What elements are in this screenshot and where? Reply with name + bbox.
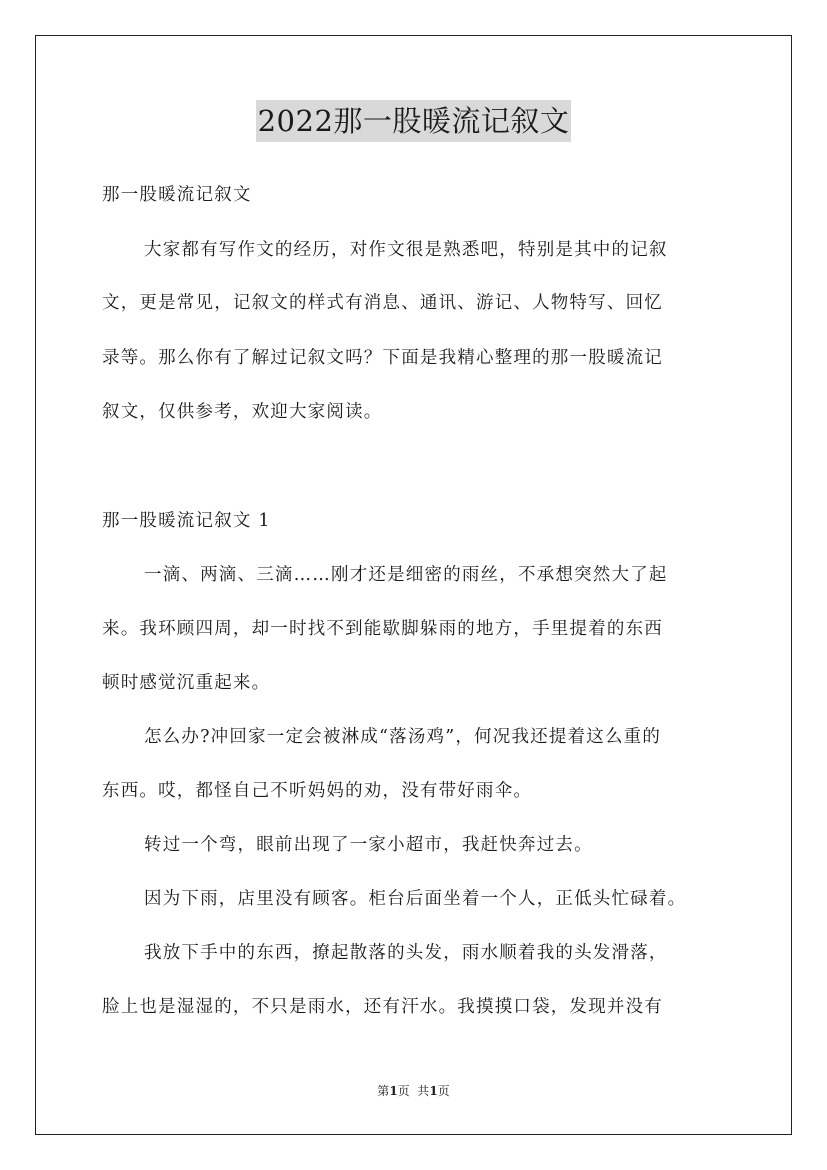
document-title-text: 2022那一股暖流记叙文 — [256, 100, 572, 142]
footer-prefix: 第 — [377, 1084, 390, 1098]
body-line: 一滴、两滴、三滴……刚才还是细密的雨丝，不承想突然大了起 — [144, 565, 668, 585]
document-subtitle: 那一股暖流记叙文 — [102, 185, 252, 205]
intro-line: 录等。那么你有了解过记叙文吗？下面是我精心整理的那一股暖流记 — [102, 348, 663, 368]
body-line: 怎么办?冲回家一定会被淋成“落汤鸡”，何况我还提着这么重的 — [144, 727, 662, 747]
footer-suffix: 页 — [437, 1084, 450, 1098]
document-title — [0, 100, 827, 142]
body-line: 我放下手中的东西，撩起散落的头发，雨水顺着我的头发滑落， — [144, 943, 668, 963]
intro-line: 大家都有写作文的经历，对作文很是熟悉吧，特别是其中的记叙 — [144, 240, 668, 260]
section-heading: 那一股暖流记叙文 1 — [102, 511, 271, 531]
body-line: 因为下雨，店里没有顾客。柜台后面坐着一个人，正低头忙碌着。 — [144, 889, 687, 909]
intro-line: 叙文，仅供参考，欢迎大家阅读。 — [102, 402, 383, 422]
footer-page-current: 1 — [389, 1084, 398, 1098]
body-line: 来。我环顾四周，却一时找不到能歇脚躲雨的地方，手里提着的东西 — [102, 619, 663, 639]
intro-line: 文，更是常见，记叙文的样式有消息、通讯、游记、人物特写、回忆 — [102, 293, 663, 313]
footer-page-total: 1 — [429, 1084, 438, 1098]
body-line: 顿时感觉沉重起来。 — [102, 673, 271, 693]
body-line: 脸上也是湿湿的，不只是雨水，还有汗水。我摸摸口袋，发现并没有 — [102, 997, 663, 1017]
body-line: 东西。哎，都怪自己不听妈妈的劝，没有带好雨伞。 — [102, 781, 533, 801]
footer-mid: 页 共 — [397, 1084, 430, 1098]
page-footer — [0, 1083, 827, 1099]
body-line: 转过一个弯，眼前出现了一家小超市，我赶快奔过去。 — [144, 835, 593, 855]
